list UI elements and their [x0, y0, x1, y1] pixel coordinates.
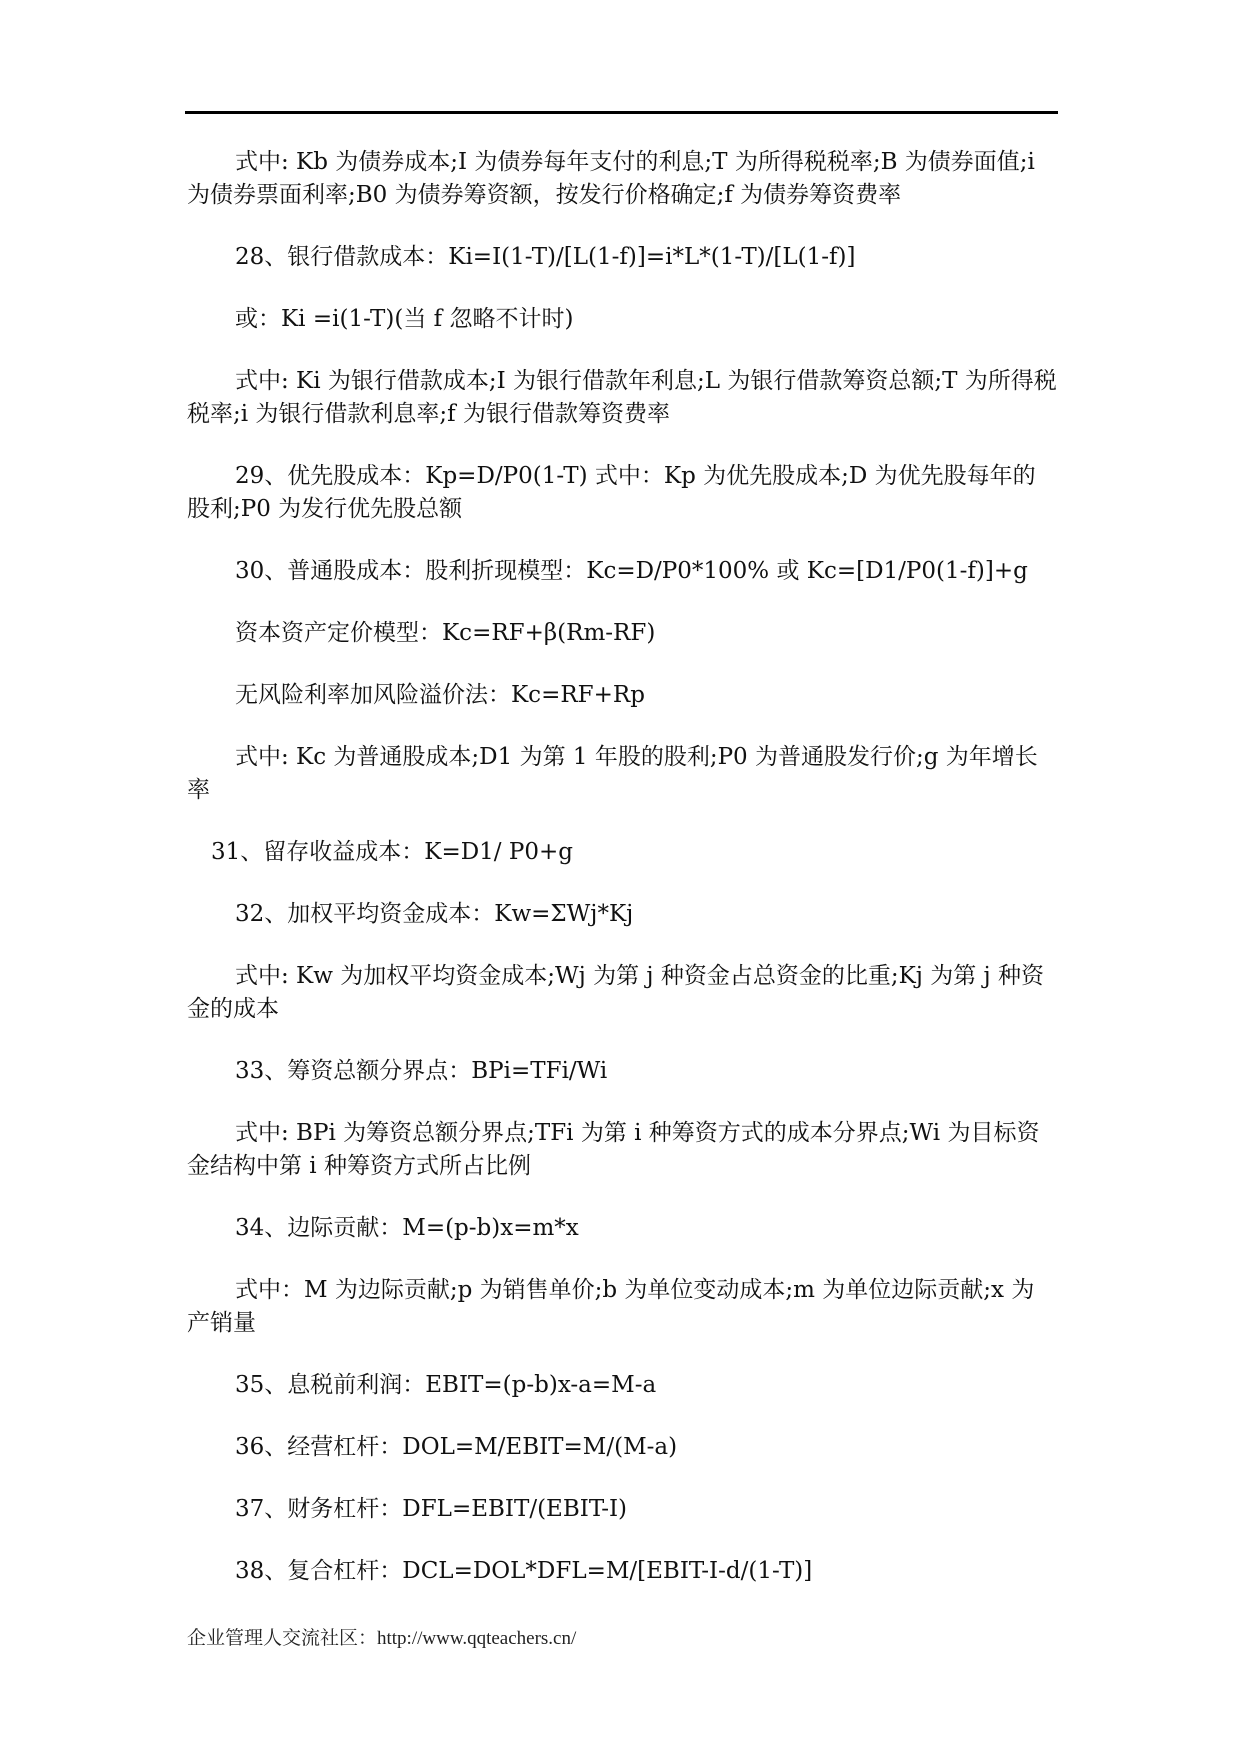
paragraph-wacc-definitions: 式中: Kw 为加权平均资金成本;Wj 为第 j 种资金占总资金的比重;Kj 为第 j 种资金的成本 — [187, 963, 1044, 1022]
paragraph-formula-36: 36、经营杠杆：DOL=M/EBIT=M/(M-a) — [235, 1434, 678, 1460]
document-body — [187, 146, 1057, 1617]
paragraph-risk-premium: 无风险利率加风险溢价法：Kc=RF+Rp — [235, 682, 645, 708]
paragraph-formula-33: 33、筹资总额分界点：BPi=TFi/Wi — [235, 1058, 608, 1084]
paragraph-formula-30: 30、普通股成本：股利折现模型：Kc=D/P0*100% 或 Kc=[D1/P0(1-f)]+g — [235, 558, 1028, 584]
paragraph-formula-38: 38、复合杠杆：DCL=DOL*DFL=M/[EBIT-I-d/(1-T)] — [235, 1558, 813, 1584]
paragraph-formula-37: 37、财务杠杆：DFL=EBIT/(EBIT-I) — [235, 1496, 628, 1522]
paragraph-formula-31: 31、留存收益成本：K=D1/ P0+g — [211, 839, 573, 865]
paragraph-formula-29: 29、优先股成本：Kp=D/P0(1-T) 式中：Kp 为优先股成本;D 为优先股每年的股利;P0 为发行优先股总额 — [187, 463, 1036, 522]
paragraph-common-stock-definitions: 式中: Kc 为普通股成本;D1 为第 1 年股的股利;P0 为普通股发行价;g 为年增长率 — [187, 744, 1038, 803]
header-rule — [185, 111, 1058, 114]
paragraph-bond-cost-definitions: 式中: Kb 为债券成本;I 为债券每年支付的利息;T 为所得税税率;B 为债券面值;i 为债券票面利率;B0 为债券筹资额，按发行价格确定;f 为债券筹资费率 — [187, 149, 1035, 208]
paragraph-formula-34: 34、边际贡献：M=(p-b)x=m*x — [235, 1215, 579, 1241]
paragraph-formula-28-alt: 或：Ki =i(1-T)(当 f 忽略不计时) — [235, 306, 574, 332]
paragraph-breakpoint-definitions: 式中: BPi 为筹资总额分界点;TFi 为第 i 种筹资方式的成本分界点;Wi 为目标资金结构中第 i 种筹资方式所占比例 — [187, 1120, 1040, 1179]
paragraph-formula-35: 35、息税前利润：EBIT=(p-b)x-a=M-a — [235, 1372, 657, 1398]
paragraph-formula-28: 28、银行借款成本：Ki=I(1-T)/[L(1-f)]=i*L*(1-T)/[L(1-f)] — [235, 244, 856, 270]
paragraph-loan-cost-definitions: 式中: Ki 为银行借款成本;I 为银行借款年利息;L 为银行借款筹资总额;T 为所得税税率;i 为银行借款利息率;f 为银行借款筹资费率 — [187, 368, 1057, 427]
paragraph-capm: 资本资产定价模型：Kc=RF+β(Rm-RF) — [235, 620, 656, 646]
footer-text: 企业管理人交流社区：http://www.qqteachers.cn/ — [187, 1628, 577, 1649]
paragraph-margin-definitions: 式中：M 为边际贡献;p 为销售单价;b 为单位变动成本;m 为单位边际贡献;x 为产销量 — [187, 1277, 1035, 1336]
paragraph-formula-32: 32、加权平均资金成本：Kw=ΣWj*Kj — [235, 901, 634, 927]
